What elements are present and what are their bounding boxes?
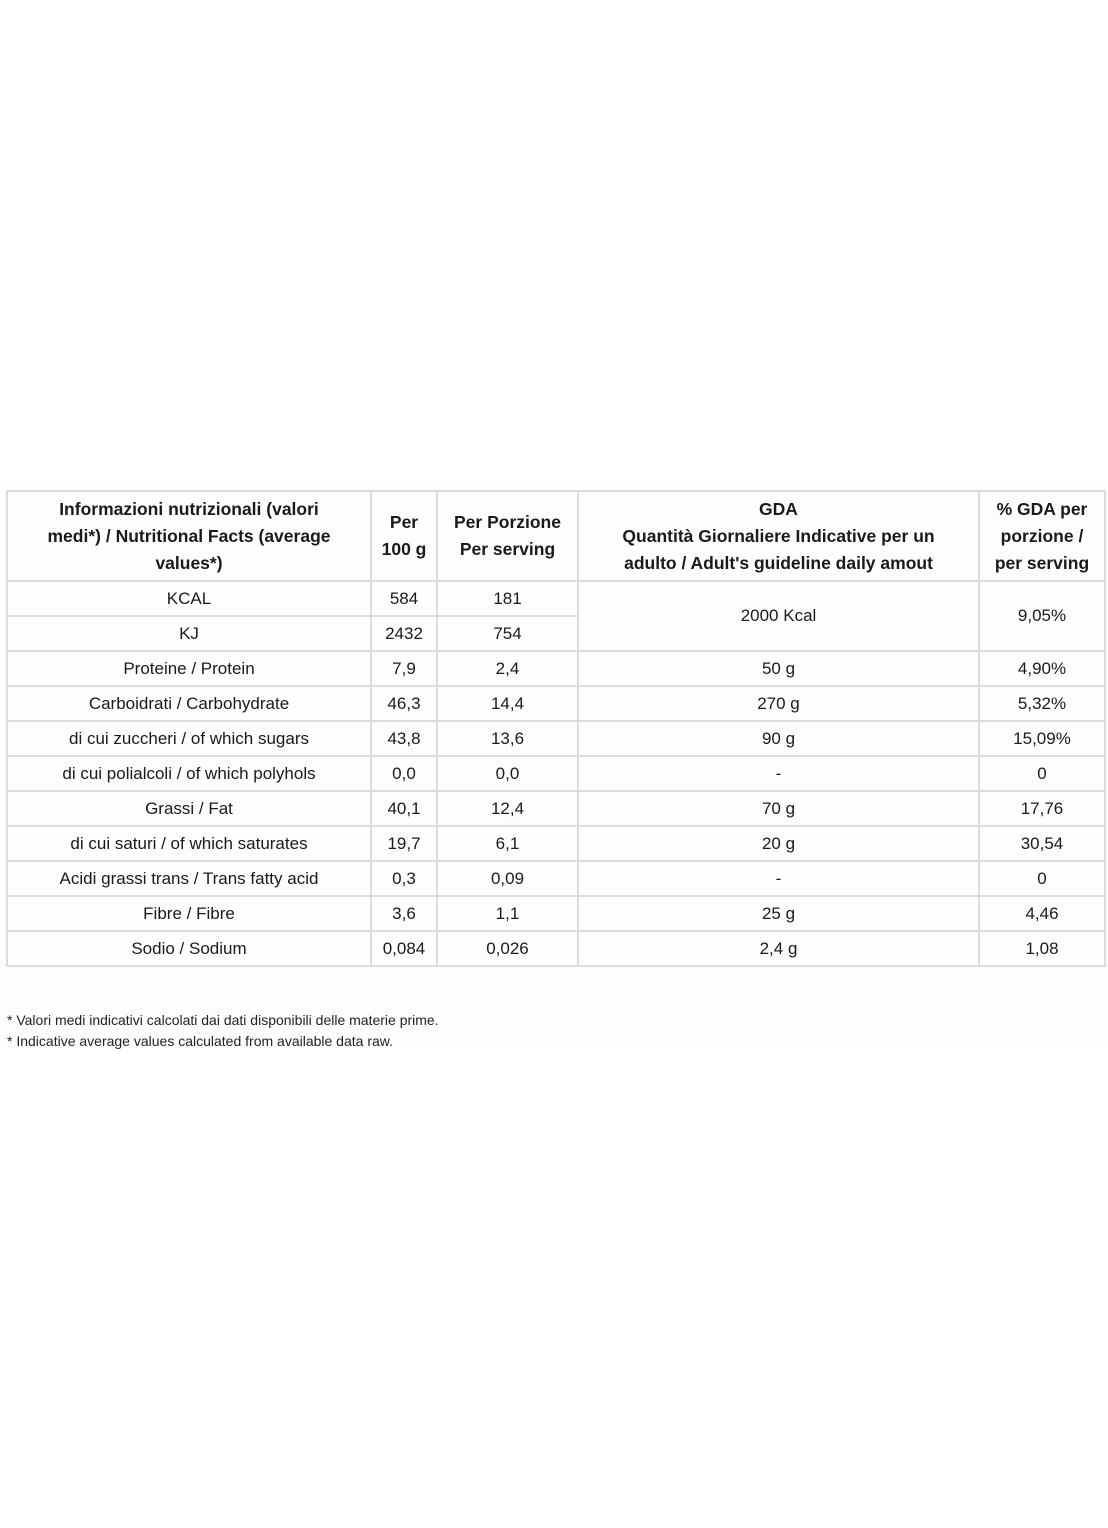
header-gda: GDA Quantità Giornaliere Indicative per un adulto / Adult's guideline daily amout xyxy=(578,491,979,581)
cell-label: KJ xyxy=(7,616,371,651)
cell-per-serving: 14,4 xyxy=(437,686,578,721)
cell-per-100g: 46,3 xyxy=(371,686,437,721)
cell-gda-percent: 9,05% xyxy=(979,581,1105,651)
footnote-english: * Indicative average values calculated from available data raw. xyxy=(7,1033,393,1049)
cell-per-100g: 2432 xyxy=(371,616,437,651)
cell-label: di cui saturi / of which saturates xyxy=(7,826,371,861)
cell-per-serving: 6,1 xyxy=(437,826,578,861)
cell-gda: 20 g xyxy=(578,826,979,861)
header-gda-percent: % GDA per porzione / per serving xyxy=(979,491,1105,581)
table-row xyxy=(7,651,1105,686)
cell-per-serving: 754 xyxy=(437,616,578,651)
cell-gda: 90 g xyxy=(578,721,979,756)
cell-per-100g: 3,6 xyxy=(371,896,437,931)
table-row xyxy=(7,721,1105,756)
cell-per-100g: 40,1 xyxy=(371,791,437,826)
cell-label: Sodio / Sodium xyxy=(7,931,371,966)
cell-gda-percent: 5,32% xyxy=(979,686,1105,721)
cell-label: di cui zuccheri / of which sugars xyxy=(7,721,371,756)
cell-label: Carboidrati / Carbohydrate xyxy=(7,686,371,721)
cell-label: Acidi grassi trans / Trans fatty acid xyxy=(7,861,371,896)
cell-per-serving: 13,6 xyxy=(437,721,578,756)
table-row xyxy=(7,931,1105,966)
cell-gda: 2000 Kcal xyxy=(578,581,979,651)
cell-per-serving: 181 xyxy=(437,581,578,616)
header-per-100g: Per 100 g xyxy=(371,491,437,581)
cell-per-serving: 1,1 xyxy=(437,896,578,931)
cell-gda-percent: 15,09% xyxy=(979,721,1105,756)
cell-per-100g: 43,8 xyxy=(371,721,437,756)
footnotes xyxy=(7,1010,439,1052)
footnote-italian: * Valori medi indicativi calcolati dai dati disponibili delle materie prime. xyxy=(7,1012,439,1028)
cell-gda-percent: 0 xyxy=(979,756,1105,791)
cell-per-serving: 2,4 xyxy=(437,651,578,686)
cell-per-100g: 7,9 xyxy=(371,651,437,686)
cell-gda-percent: 4,46 xyxy=(979,896,1105,931)
cell-per-serving: 0,0 xyxy=(437,756,578,791)
cell-per-100g: 0,0 xyxy=(371,756,437,791)
cell-per-100g: 19,7 xyxy=(371,826,437,861)
nutrition-table xyxy=(6,490,1106,967)
nutrition-sheet xyxy=(0,486,1108,1048)
cell-per-100g: 0,084 xyxy=(371,931,437,966)
header-per-serving: Per Porzione Per serving xyxy=(437,491,578,581)
cell-gda-percent: 4,90% xyxy=(979,651,1105,686)
cell-per-100g: 0,3 xyxy=(371,861,437,896)
table-row xyxy=(7,791,1105,826)
table-row xyxy=(7,861,1105,896)
cell-gda: 50 g xyxy=(578,651,979,686)
table-row xyxy=(7,686,1105,721)
table-row xyxy=(7,826,1105,861)
table-row xyxy=(7,581,1105,616)
cell-label: Grassi / Fat xyxy=(7,791,371,826)
table-row xyxy=(7,896,1105,931)
cell-gda-percent: 1,08 xyxy=(979,931,1105,966)
cell-label: di cui polialcoli / of which polyhols xyxy=(7,756,371,791)
cell-gda-percent: 30,54 xyxy=(979,826,1105,861)
cell-gda-percent: 17,76 xyxy=(979,791,1105,826)
cell-gda-percent: 0 xyxy=(979,861,1105,896)
cell-gda: 25 g xyxy=(578,896,979,931)
cell-label: Fibre / Fibre xyxy=(7,896,371,931)
header-nutrient: Informazioni nutrizionali (valori medi*) / Nutritional Facts (average values*) xyxy=(7,491,371,581)
table-row xyxy=(7,756,1105,791)
cell-label: KCAL xyxy=(7,581,371,616)
cell-gda: 2,4 g xyxy=(578,931,979,966)
cell-gda: - xyxy=(578,861,979,896)
header-row xyxy=(7,491,1105,581)
cell-gda: 70 g xyxy=(578,791,979,826)
cell-label: Proteine / Protein xyxy=(7,651,371,686)
cell-per-serving: 0,09 xyxy=(437,861,578,896)
cell-gda: - xyxy=(578,756,979,791)
cell-per-serving: 0,026 xyxy=(437,931,578,966)
cell-per-serving: 12,4 xyxy=(437,791,578,826)
cell-per-100g: 584 xyxy=(371,581,437,616)
cell-gda: 270 g xyxy=(578,686,979,721)
